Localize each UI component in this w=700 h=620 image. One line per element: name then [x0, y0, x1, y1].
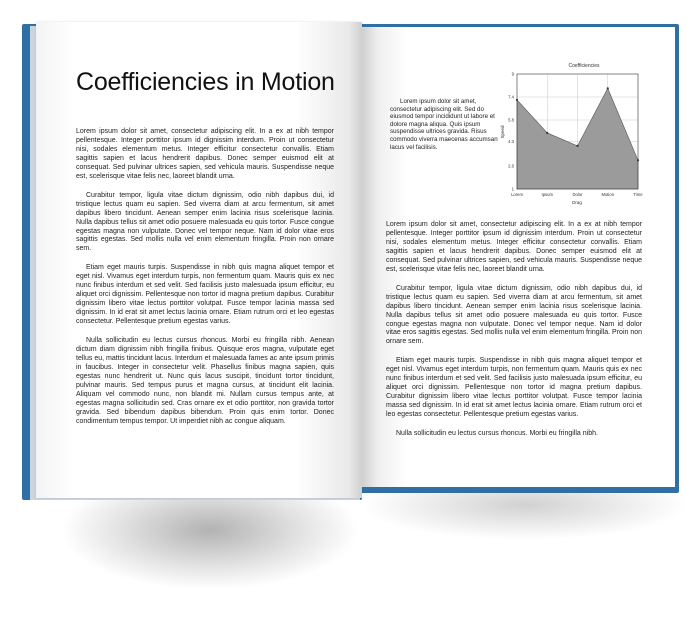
left-paragraph-1: Lorem ipsum dolor sit amet, consectetur adipiscing elit. In a ex at nibh tempor pellentesque. Integer porttitor ipsum id dignissim interdum. Proin ut consectetur nisi, sodales elementum metus. Integer efficitur consectetur convallis. Etiam sagittis sapien et lacus hendrerit dapibus. Donec semper euismod elit at consequat. Sed pulvinar ultrices sapien, sed vehicula mauris. Suspendisse neque est, scelerisque vitae felis nec, laoreet blandit urna.	[76, 128, 334, 180]
y-tick-label: 1	[511, 186, 514, 192]
y-tick-label: 5.8	[508, 117, 514, 123]
y-tick-label: 9	[511, 71, 514, 77]
left-paragraph-4: Nulla sollicitudin eu lectus cursus rhoncus. Morbi eu fringilla nibh. Aenean dictum diam dignissim nibh fringilla finibus. Quisque eros magna, vulputate eget tellus eu, mattis tincidunt lacus. Interdum et malesuada fames ac ante ipsum primis in faucibus. Integer in consectetur velit. Phasellus finibus magna sapien, quis egestas nunc hendrerit ut. Nunc quis lacus suscipit, tincidunt tortor tincidunt, pulvinar mauris. Sed tempus purus et magna cursus, at tincidunt elit lacinia. Aliquam vel commodo nunc, non blandit mi. Nullam cursus tempus ante, at egestas magna sollicitudin sed. Cras ornare ex et odio porttitor, non gravida tortor gravida. Sed bibendum dapibus bibendum. Proin quis enim tortor. Donec condimentum tempus tempor. Ut imperdiet nibh ac congue aliquam.	[76, 337, 334, 425]
chart-caption: Lorem ipsum dolor sit amet, consectetur adipiscing elit. Sed do eiusmod tempor incididunt ut labore et dolore magna aliqua. Quis ipsum suspendisse ultrices gravida. Risus commodo viverra maecenas accumsan lacus vel facilisis.	[390, 98, 498, 151]
right-text-column	[386, 221, 642, 449]
y-axis-label: Speed	[500, 125, 505, 139]
left-paragraph-2: Curabitur tempor, ligula vitae dictum dignissim, odio nibh dapibus dui, id tristique lectus quam eu sapien. Sed viverra diam at arcu fermentum, sit amet dapibus libero tincidunt. Aenean semper enim lacinia risus scelerisque lacinia. Nulla dapibus tellus sit amet odio posuere malesuada eu quis tortor. Fusce congue egestas magna non vulputate. Donec vel tempor neque. Nam id dolor vitae eros sagittis egestas. Sed mollis nulla vel enim elementum fringilla. Proin non ornare sem.	[76, 191, 334, 253]
left-text-column	[76, 128, 334, 437]
right-paragraph-2: Curabitur tempor, ligula vitae dictum dignissim, odio nibh dapibus dui, id tristique lectus quam eu sapien. Sed viverra diam at arcu fermentum, sit amet dapibus libero tincidunt. Aenean semper enim lacinia risus scelerisque lacinia. Nulla dapibus tellus sit amet odio posuere malesuada eu quis tortor. Fusce congue egestas magna non vulputate. Donec vel tempor neque. Nam id dolor vitae eros sagittis egestas. Sed mollis nulla vel enim elementum fringilla. Proin non ornare sem.	[386, 284, 643, 346]
data-point	[576, 145, 578, 147]
right-paragraph-3: Etiam eget mauris turpis. Suspendisse in nibh quis magna aliquet tempor et eget nisl. Vivamus eget interdum turpis, non fermentum quam. Mauris quis ex nec nunc finibus interdum et sed velit. Sed facilisis justo malesuada ipsum efficitur, eu aliquet orci dignissim. Pellentesque non tortor id magna pretium dapibus. Curabitur dignissim libero vitae lectus porttitor volutpat. Fusce tempor lacinia massa sed dignissim. In id erat sit amet lectus lacinia ornare. Etiam rutrum orci et leo egestas consectetur. Pellentesque pretium egestas varius.	[386, 357, 642, 419]
data-point	[607, 87, 609, 89]
right-paragraph-4: Nulla sollicitudin eu lectus cursus rhoncus. Morbi eu fringilla nibh.	[396, 430, 598, 438]
left-paragraph-3: Etiam eget mauris turpis. Suspendisse in nibh quis magna aliquet tempor et eget nisl. Vivamus eget interdum turpis, non fermentum quam. Mauris quis ex nec nunc finibus interdum et sed velit. Sed facilisis justo malesuada ipsum efficitur, eu aliquet orci dignissim. Pellentesque non tortor id magna pretium dapibus. Curabitur dignissim libero vitae lectus porttitor volutpat. Fusce tempor lacinia massa sed dignissim. In id erat sit amet lectus lacinia ornare. Etiam rutrum orci et leo egestas consectetur. Pellentesque pretium egestas varius.	[76, 264, 334, 326]
x-tick-label: Ipsum	[541, 192, 553, 197]
x-tick-labels	[511, 192, 643, 197]
y-tick-label: 2.6	[508, 163, 514, 169]
x-tick-label: Lorem	[511, 192, 523, 197]
y-tick-label: 4.3	[508, 139, 514, 145]
x-tick-label: Time	[633, 192, 643, 197]
page-title: Coefficiencies in Motion	[76, 68, 335, 96]
right-paragraph-1: Lorem ipsum dolor sit amet, consectetur adipiscing elit. In a ex at nibh tempor pellentesque. Integer porttitor ipsum id dignissim interdum. Proin ut consectetur nisi, sodales elementum metus. Integer efficitur consectetur convallis. Etiam sagittis sapien et lacus hendrerit dapibus. Donec semper euismod elit at consequat. Sed pulvinar ultrices sapien, sed vehicula mauris. Suspendisse neque est, scelerisque vitae felis nec, laoreet blandit urna.	[386, 221, 642, 273]
x-tick-label: Dolor	[572, 192, 583, 197]
chart-title: Coefficiencies	[568, 63, 600, 69]
x-tick-label: Motion	[601, 192, 615, 197]
data-point	[546, 132, 548, 134]
x-axis-label: Drag	[572, 200, 582, 205]
coefficiencies-chart	[498, 60, 648, 210]
y-tick-label: 7.4	[508, 94, 514, 100]
y-tick-labels	[508, 72, 514, 192]
